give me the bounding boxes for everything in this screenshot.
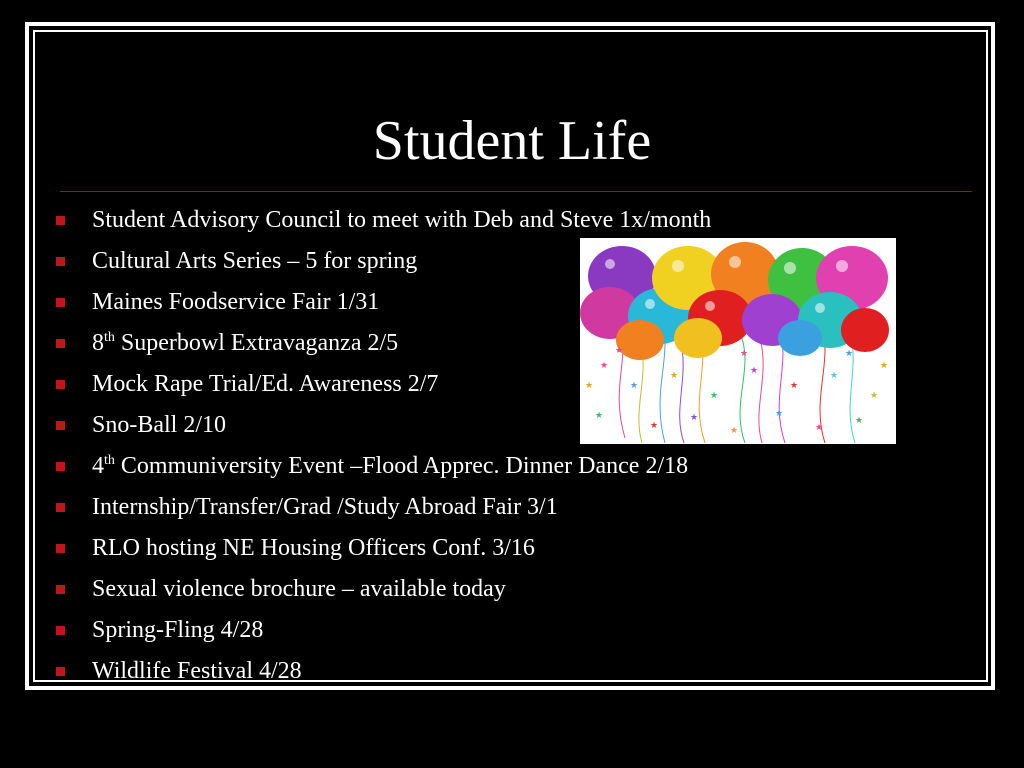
bullet-marker: [56, 380, 65, 389]
bullet-marker: [56, 585, 65, 594]
list-item-text: Wildlife Festival 4/28: [92, 658, 302, 684]
bullet-marker: [56, 339, 65, 348]
list-item-text: Sno-Ball 2/10: [92, 412, 227, 438]
bullet-marker: [56, 257, 65, 266]
svg-text:★: ★: [870, 391, 879, 401]
svg-text:★: ★: [650, 421, 659, 431]
bullet-marker: [56, 667, 65, 676]
bullet-marker: [56, 421, 65, 430]
balloons-icon: [580, 238, 896, 444]
list-item-text: RLO hosting NE Housing Officers Conf. 3/16: [92, 535, 535, 561]
svg-text:★: ★: [775, 409, 784, 419]
svg-text:★: ★: [730, 426, 739, 436]
svg-text:★: ★: [670, 371, 679, 381]
svg-text:★: ★: [710, 391, 719, 401]
bullet-marker: [56, 626, 65, 635]
svg-text:★: ★: [615, 346, 624, 356]
title-divider: [60, 191, 972, 192]
slide-title: Student Life: [372, 110, 652, 172]
bullet-marker: [56, 216, 65, 225]
list-item-text: Superbowl Extravaganza 2/5: [114, 330, 399, 356]
svg-text:★: ★: [630, 381, 639, 391]
list-item-text: Cultural Arts Series – 5 for spring: [92, 248, 418, 274]
list-item-text: 8: [92, 330, 104, 356]
list-item: [54, 532, 711, 573]
ordinal-suffix: th: [104, 330, 115, 345]
svg-text:★: ★: [690, 413, 699, 423]
list-item-text: Student Advisory Council to meet with Deb and Steve 1x/month: [92, 207, 712, 233]
bullet-marker: [56, 503, 65, 512]
bullet-marker: [56, 298, 65, 307]
list-item-text: Mock Rape Trial/Ed. Awareness 2/7: [92, 371, 439, 397]
list-item-text: Sexual violence brochure – available today: [92, 576, 506, 602]
svg-text:★: ★: [830, 371, 839, 381]
list-item: [54, 614, 711, 655]
list-item-text: Internship/Transfer/Grad /Study Abroad Fair 3/1: [92, 494, 558, 520]
svg-text:★: ★: [815, 423, 824, 433]
svg-text:★: ★: [595, 411, 604, 421]
svg-text:★: ★: [845, 349, 854, 359]
svg-text:★: ★: [790, 381, 799, 391]
list-item: [54, 573, 711, 614]
svg-text:★: ★: [750, 366, 759, 376]
list-item-text: Maines Foodservice Fair 1/31: [92, 289, 380, 315]
list-item-text: 4: [92, 453, 104, 479]
list-item: [54, 450, 711, 491]
svg-text:★: ★: [880, 361, 889, 371]
list-item: [54, 491, 711, 532]
list-item: [54, 655, 711, 696]
bullet-marker: [56, 544, 65, 553]
ordinal-suffix: th: [104, 453, 115, 468]
svg-text:★: ★: [585, 381, 594, 391]
bullet-marker: [56, 462, 65, 471]
svg-text:★: ★: [600, 361, 609, 371]
svg-text:★: ★: [740, 349, 749, 359]
svg-text:★: ★: [855, 416, 864, 426]
list-item-text: Communiversity Event –Flood Apprec. Dinner Dance 2/18: [114, 453, 689, 479]
list-item-text: Spring-Fling 4/28: [92, 617, 264, 643]
